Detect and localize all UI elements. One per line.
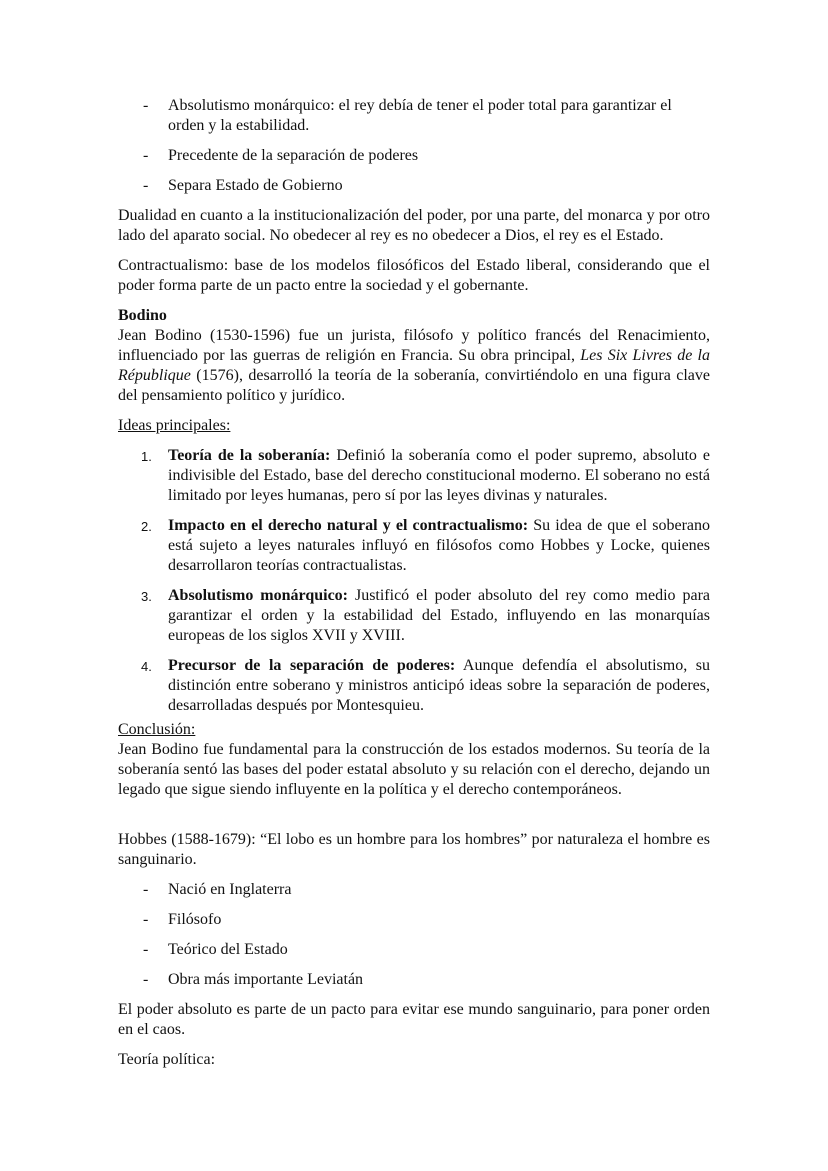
teoria-politica-heading: Teoría política: bbox=[118, 1051, 216, 1068]
list-item-text: Obra más importante Leviatán bbox=[168, 971, 364, 988]
dash-marker: - bbox=[143, 971, 149, 988]
list-item-text: Separa Estado de Gobierno bbox=[168, 177, 343, 194]
dash-marker: - bbox=[143, 881, 149, 898]
ideas-list-item: 4. Precursor de la separación de poderes: Aunque defendía el absolutismo, su distinción entre soberano y ministros anticipó ideas sobre la separación de poderes, desarrolladas después por Montesquieu. bbox=[141, 657, 710, 714]
list-item-text: Filósofo bbox=[168, 911, 222, 928]
list-item bbox=[118, 910, 710, 930]
list-item bbox=[118, 940, 710, 960]
conclusion-heading: Conclusión: bbox=[118, 721, 196, 738]
ideas-list-item: 2. Impacto en el derecho natural y el contractualismo: Su idea de que el soberano está sujeto a leyes naturales influyó en filósofos como Hobbes y Locke, quienes desarrollaron teorías contractualistas. bbox=[141, 517, 710, 574]
list-item-text: Absolutismo monárquico: el rey debía de tener el poder total para garantizar el orden y la estabilidad. bbox=[168, 97, 672, 134]
ideas-list-item: 3. Absolutismo monárquico: Justificó el poder absoluto del rey como medio para garantizar el orden y la estabilidad del Estado, influyendo en las monarquías europeas de los siglos XVII y XVIII. bbox=[141, 587, 710, 644]
list-item bbox=[118, 880, 710, 900]
conclusion-text: Jean Bodino fue fundamental para la construcción de los estados modernos. Su teoría de la soberanía sentó las bases del poder estatal absoluto y su relación con el derecho, dejando un legado que sigue siendo influyente en la política y el derecho contemporáneos. bbox=[118, 741, 710, 798]
ideas-list bbox=[118, 446, 710, 716]
dash-marker: - bbox=[143, 177, 149, 194]
book-title: Les Six Livres de la République bbox=[118, 347, 711, 384]
paragraph-contractualismo: Contractualismo: base de los modelos filosóficos del Estado liberal, considerando que el poder forma parte de un pacto entre la sociedad y el gobernante. bbox=[118, 257, 710, 294]
paragraph-dualidad: Dualidad en cuanto a la institucionalización del poder, por una parte, del monarca y por otro lado del aparato social. No obedecer al rey es no obedecer a Dios, el rey es el Estado. bbox=[118, 207, 710, 244]
hobbes-intro: Hobbes (1588-1679): “El lobo es un hombre para los hombres” por naturaleza el hombre es sanguinario. bbox=[118, 831, 710, 868]
hobbes-paragraph: El poder absoluto es parte de un pacto para evitar ese mundo sanguinario, para poner orden en el caos. bbox=[118, 1001, 710, 1038]
bodino-heading: Bodino bbox=[118, 307, 167, 324]
ideas-list-item: 1. Teoría de la soberanía: Definió la soberanía como el poder supremo, absoluto e indivisible del Estado, base del derecho constitucional moderno. El soberano no está limitado por leyes humanas, pero sí por las leyes divinas y naturales. bbox=[141, 447, 711, 504]
dash-marker: - bbox=[143, 97, 149, 114]
dash-marker: - bbox=[143, 941, 149, 958]
list-item bbox=[118, 176, 710, 196]
list-item bbox=[118, 96, 710, 136]
ideas-heading: Ideas principales: bbox=[118, 417, 231, 434]
list-item-text: Nació en Inglaterra bbox=[168, 881, 292, 898]
list-item bbox=[118, 146, 710, 166]
bodino-intro: Jean Bodino (1530-1596) fue un jurista, filósofo y político francés del Renacimiento, influenciado por las guerras de religión en Francia. Su obra principal, Les Six Livres de la République (1576), desarrolló la teoría de la soberanía, convirtiéndolo en una figura clave del pensamiento político y jurídico. bbox=[118, 327, 711, 404]
dash-marker: - bbox=[143, 911, 149, 928]
document-page bbox=[118, 96, 710, 1070]
list-item bbox=[118, 970, 710, 990]
list-item-text: Teórico del Estado bbox=[168, 941, 288, 958]
list-item-text: Precedente de la separación de poderes bbox=[168, 147, 419, 164]
dash-marker: - bbox=[143, 147, 149, 164]
